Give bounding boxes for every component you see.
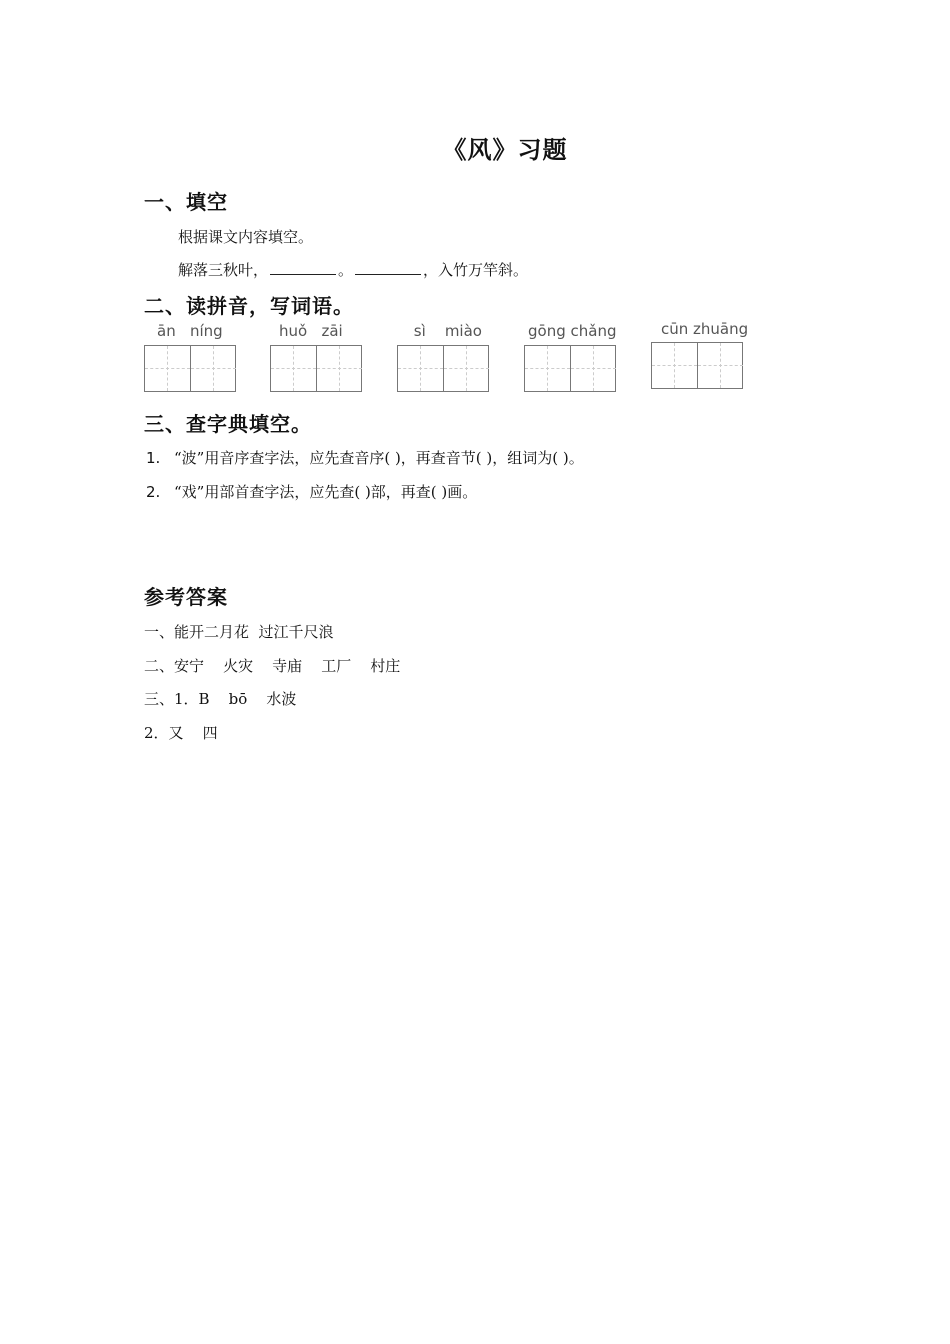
question-1 — [146, 447, 584, 468]
question-text: “戏”用部首查字法，应先查( )部，再查( )画。 — [174, 483, 478, 501]
poem-line-end: ，入竹万竿斜。 — [423, 261, 529, 279]
writing-boxes[interactable] — [651, 342, 743, 389]
poem-line-start: 解落三秋叶， — [178, 261, 269, 279]
answers-heading: 参考答案 — [144, 585, 228, 609]
section1-instruction: 根据课文内容填空。 — [178, 228, 314, 246]
pinyin-label: ān níng — [157, 322, 223, 340]
blank-1[interactable] — [270, 260, 336, 275]
answer-4: 2．又 四 — [144, 724, 218, 742]
pinyin-label: gōng chǎng — [528, 322, 617, 340]
answer-2: 二、安宁 火灾 寺庙 工厂 村庄 — [144, 657, 401, 675]
writing-boxes[interactable] — [270, 345, 362, 392]
question-2 — [146, 481, 477, 502]
section2-heading: 二、读拼音，写词语。 — [144, 294, 354, 318]
writing-boxes[interactable] — [397, 345, 489, 392]
question-number: 1. — [146, 449, 161, 467]
blank-2[interactable] — [355, 260, 421, 275]
page-title: 《风》习题 — [442, 136, 568, 164]
section1-heading: 一、填空 — [144, 190, 228, 214]
writing-boxes[interactable] — [524, 345, 616, 392]
pinyin-grid-row — [144, 322, 764, 397]
question-text: “波”用音序查字法，应先查音序( )，再查音节( )，组词为( )。 — [174, 449, 584, 467]
answer-3: 三、1．B bō 水波 — [144, 690, 297, 708]
pinyin-label: huǒ zāi — [279, 322, 343, 340]
section3-heading: 三、查字典填空。 — [144, 412, 312, 436]
poem-line-mid: 。 — [338, 261, 354, 279]
writing-boxes[interactable] — [144, 345, 236, 392]
pinyin-label: cūn zhuāng — [661, 320, 749, 338]
question-number: 2. — [146, 483, 161, 501]
pinyin-label: sì miào — [409, 322, 482, 340]
answer-1: 一、能开二月花 过江千尺浪 — [144, 623, 334, 641]
section1-fill-line — [178, 259, 528, 280]
